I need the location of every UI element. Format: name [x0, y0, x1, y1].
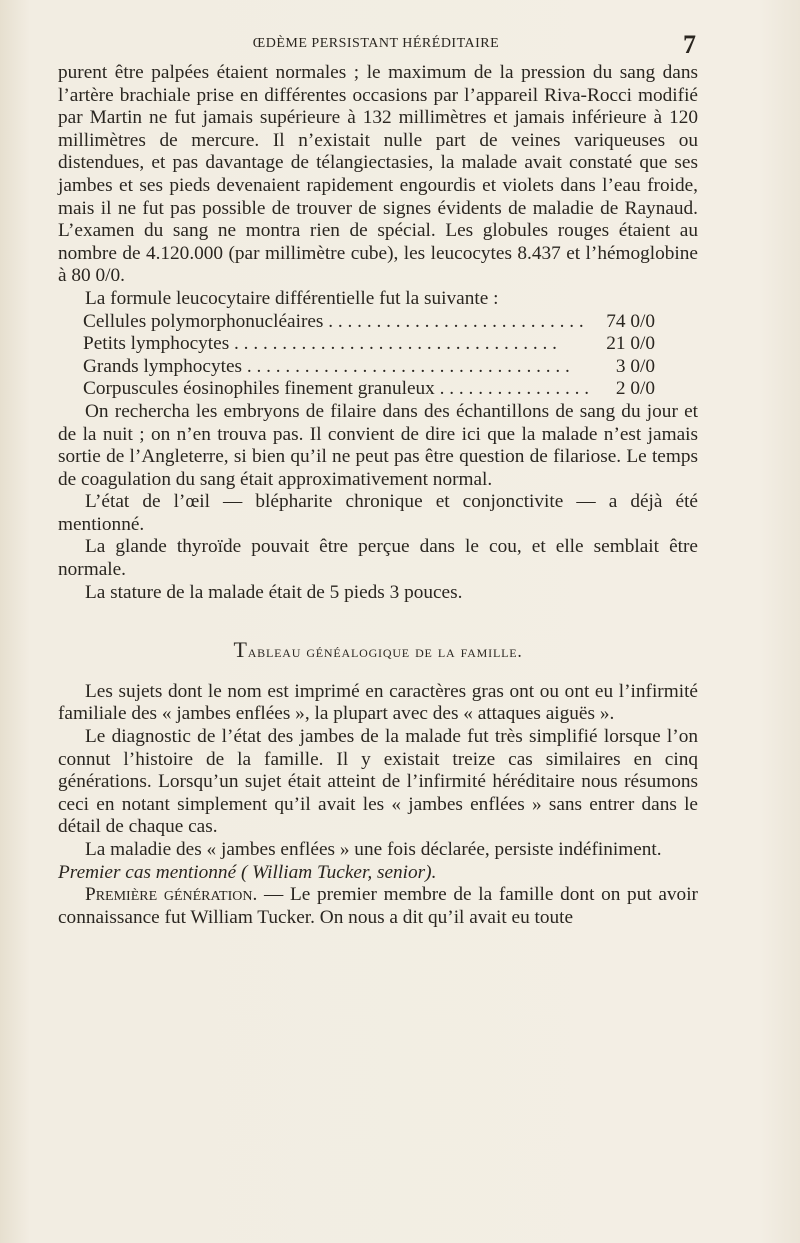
- cell-value: 3 0/0: [615, 355, 655, 377]
- section-title-initial: T: [233, 637, 248, 663]
- paragraph: purent être palpées étaient normales ; le maximum de la pression du sang dans l’artère brachiale prise en différentes occasions par l’appareil Riva-Rocci modifié par Martin ne fut jamais supérieure à 132 millimètres et jamais inférieure à 120 millimètres de mercure. Il n’existait nulle part de veines variqueuses ou distendues, et pas davantage de télangiectasies, la malade avait constaté que ses jambes et ses pieds devenaient rapidement engourdis et violets dans l’eau froide, mais il ne fut pas possible de trouver de signes évidents de maladie de Raynaud. L’examen du sang ne montra rien de spécial. Les globules rouges étaient au nombre de 4.120.000 (par millimètre cube), les leucocytes 8.437 et l’hémoglobine à 80 0/0.: [58, 62, 698, 287]
- paragraph: L’état de l’œil — blépharite chronique et conjonctivite — a déjà été mentionné.: [58, 491, 698, 535]
- cell-value: 74 0/0: [606, 310, 655, 332]
- cell-label: Petits lymphocytes . . .: [83, 333, 589, 356]
- section-title-text: ableau généalogique de la famille.: [247, 641, 523, 662]
- table-row: [83, 356, 655, 379]
- paragraph: On rechercha les embryons de filaire dans des échantillons de sang du jour et de la nuit ; on n’en trouva pas. Il convient de dire ici que la malade n’est jamais sortie de l’Angleterre, si bien qu’il ne peut pas être question de filariose. Le temps de coagulation du sang était approximativement normal.: [58, 400, 698, 490]
- cell-value: 21 0/0: [606, 333, 655, 355]
- cell-value: 2 0/0: [615, 378, 655, 400]
- page-header: [56, 30, 696, 60]
- paragraph: La maladie des « jambes enflées » une fois déclarée, persiste indéfiniment.: [85, 839, 662, 860]
- running-head: ŒDÈME PERSISTANT HÉRÉDITAIRE: [252, 36, 500, 51]
- paragraph: [58, 884, 698, 929]
- section-title: [58, 639, 698, 663]
- paragraph: Les sujets dont le nom est imprimé en caractères gras ont ou ont eu l’infirmité familiale des « jambes enflées », la plupart avec des « attaques aiguës ».: [58, 680, 698, 725]
- generation-heading: Première génération.: [85, 884, 258, 906]
- cell-label: Corpuscules éosinophiles finement granuleux . . .: [83, 378, 589, 401]
- page-number: 7: [683, 30, 696, 59]
- cell-label: Grands lymphocytes . . .: [83, 356, 589, 379]
- leucocyte-formula-table: [83, 311, 655, 401]
- paragraph: La stature de la malade était de 5 pieds 3 pouces.: [85, 581, 463, 603]
- case-title: Premier cas mentionné ( William Tucker, senior).: [58, 861, 437, 883]
- table-row: [83, 311, 655, 334]
- paragraph: La glande thyroïde pouvait être perçue dans le cou, et elle semblait être normale.: [58, 536, 698, 581]
- paragraph-text: — Le premier membre de la famille dont on put avoir connaissance fut William Tucker. On nous a dit qu’il avait eu toute: [58, 884, 698, 928]
- table-row: [83, 378, 655, 401]
- cell-label: Cellules polymorphonucléaires . . .: [83, 311, 589, 334]
- paragraph: Le diagnostic de l’état des jambes de la malade fut très simplifié lorsque l’on connut l’histoire de la famille. Il y existait treize cas similaires en cinq générations. Lorsqu’un sujet était atteint de l’infirmité héréditaire nous résumons ceci en notant simplement qu’il avait les « jambes enflées » sans entrer dans le détail de chaque cas.: [58, 726, 698, 838]
- body-text: [58, 62, 698, 929]
- table-row: [83, 333, 655, 356]
- paragraph: La formule leucocytaire différentielle fut la suivante :: [85, 287, 499, 309]
